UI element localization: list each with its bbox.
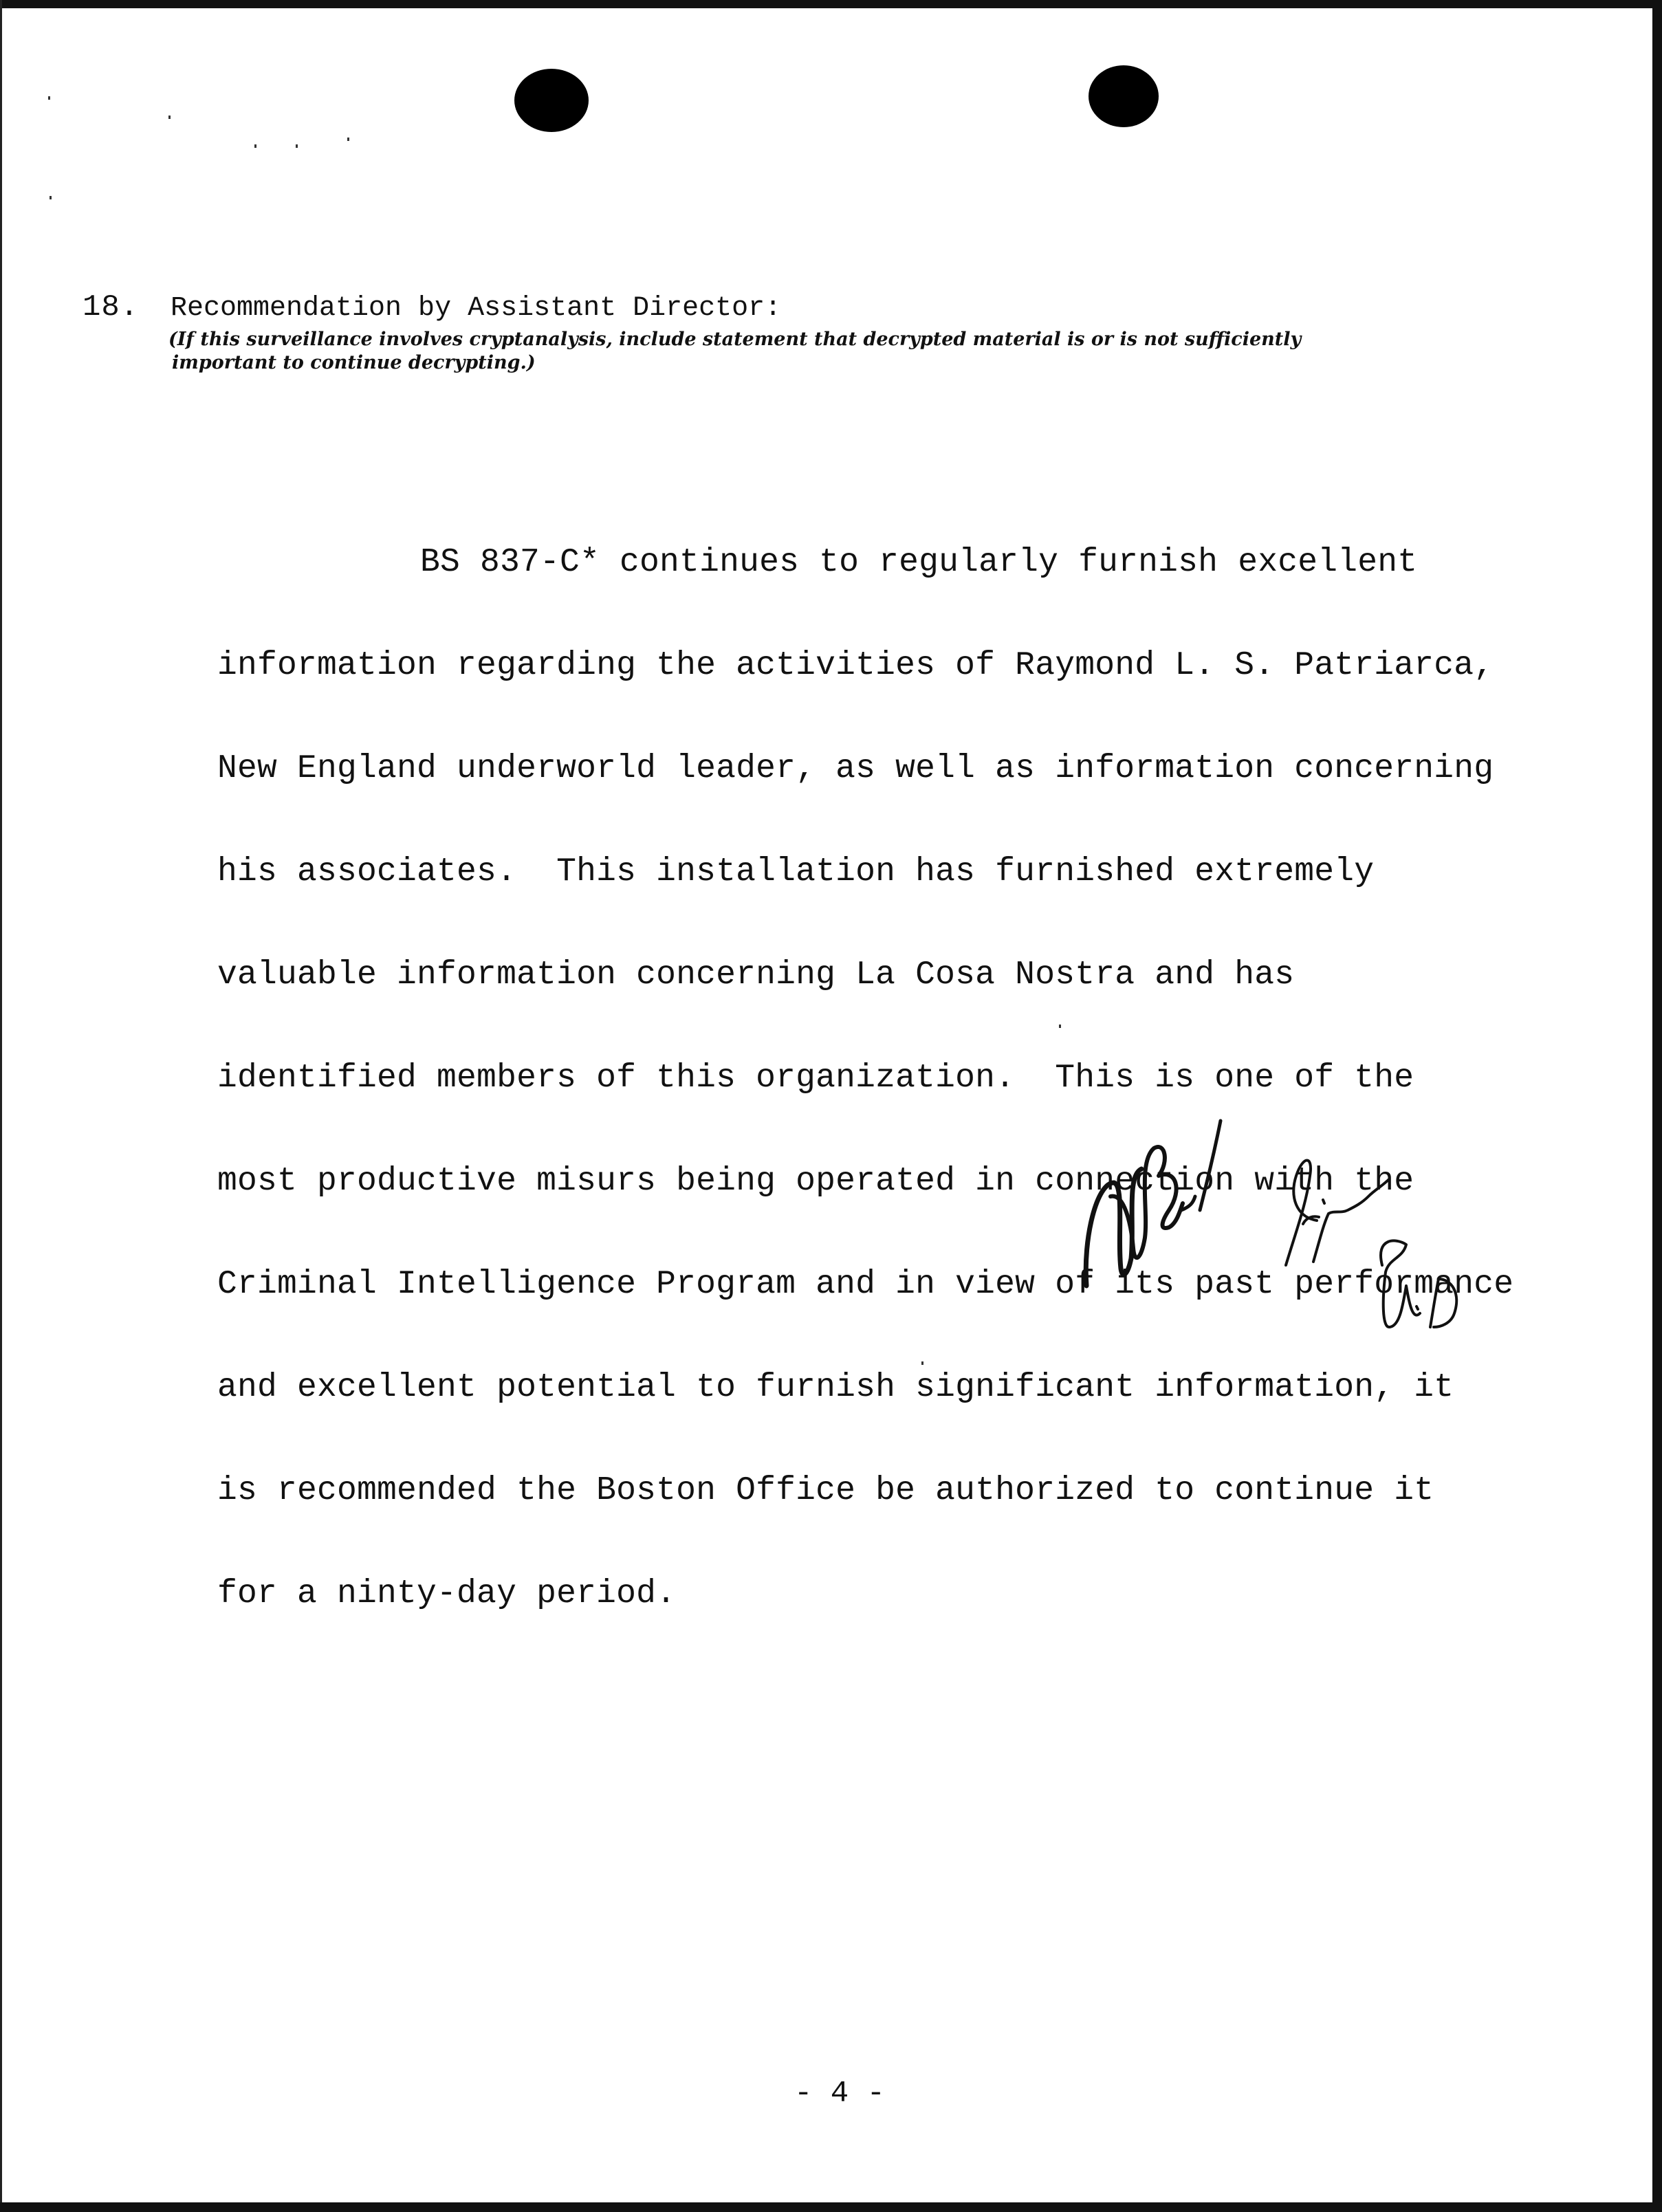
body-line: is recommended the Boston Office be authorized to continue it bbox=[217, 1472, 1434, 1509]
scan-edge-bottom bbox=[0, 2202, 1662, 2212]
item-number: 18. bbox=[83, 290, 140, 325]
signature-stroke bbox=[1086, 1169, 1141, 1286]
scan-speck bbox=[50, 196, 52, 199]
item-title: Recommendation by Assistant Director: bbox=[171, 293, 782, 324]
scan-speck bbox=[48, 96, 50, 100]
body-line: BS 837-C* continues to regularly furnish excellent bbox=[420, 544, 1418, 581]
punch-hole-left bbox=[514, 69, 589, 132]
page-number: - 4 - bbox=[794, 2077, 886, 2111]
scan-edge-right bbox=[1652, 0, 1662, 2212]
scan-speck bbox=[347, 138, 349, 141]
scan-edge-top-thin bbox=[756, 0, 1662, 3]
signature-stroke bbox=[1181, 1121, 1221, 1210]
body-line: for a ninty-day period. bbox=[217, 1575, 677, 1612]
handwritten-signatures bbox=[1059, 1100, 1499, 1361]
body-line: his associates. This installation has furnished extremely bbox=[217, 853, 1375, 890]
body-line: New England underworld leader, as well as information concerning bbox=[217, 750, 1494, 787]
body-line: and excellent potential to furnish significant information, it bbox=[217, 1369, 1454, 1406]
body-line: Criminal Intelligence Program and in view of its past performance bbox=[217, 1266, 1514, 1303]
recommendation-paragraph bbox=[217, 477, 1513, 1680]
signature-stroke bbox=[1381, 1240, 1420, 1327]
signature-stroke bbox=[1417, 1279, 1456, 1327]
signature-stroke bbox=[1323, 1200, 1324, 1203]
punch-hole-right bbox=[1089, 65, 1159, 127]
instruction-line: important to continue decrypting.) bbox=[172, 352, 536, 373]
scan-speck bbox=[296, 144, 298, 148]
body-line: identified members of this organization. This is one of the bbox=[217, 1060, 1414, 1097]
body-line: information regarding the activities of Raymond L. S. Patriarca, bbox=[217, 647, 1494, 684]
signature-stroke bbox=[1286, 1161, 1317, 1266]
scan-speck bbox=[254, 144, 256, 148]
scan-speck bbox=[168, 116, 171, 119]
body-line: most productive misurs being operated in connection with the bbox=[217, 1163, 1414, 1200]
scan-edge-left bbox=[0, 0, 2, 2212]
body-line: valuable information concerning La Cosa Nostra and has bbox=[217, 956, 1295, 994]
instruction-line: (If this surveillance involves cryptanalysis, include statement that decrypted material is or is not sufficiently bbox=[168, 329, 1302, 350]
